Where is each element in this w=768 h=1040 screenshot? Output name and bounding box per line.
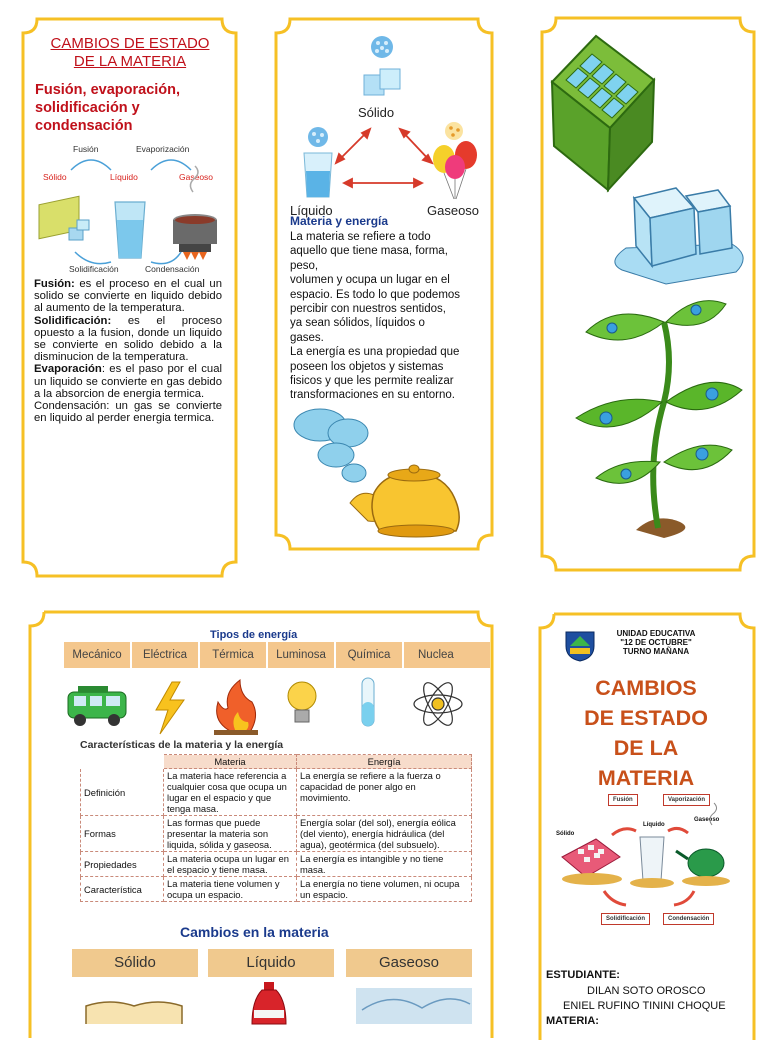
steam-cloud-icon: [294, 409, 368, 482]
ice-tray-icon: [552, 36, 654, 190]
energy-icons-row: [64, 672, 490, 738]
gas-label: Gaseoso: [179, 172, 214, 182]
panel-intro: [19, 15, 240, 580]
state-chip: Gaseoso: [346, 949, 472, 977]
solid-particles-icon: [371, 36, 393, 58]
changes-title: Cambios en la materia: [180, 924, 329, 940]
solidification-arrow: [75, 252, 111, 264]
test-tube-icon: [362, 678, 374, 726]
ice-cubes-icon: [364, 69, 400, 95]
text-line: peso,: [290, 259, 319, 272]
text-line: aquello que tiene masa, forma,: [290, 245, 448, 258]
table-cell: La energía no tiene volumen, ni ocupa un espacio.: [297, 877, 472, 902]
vaporization-box: Vaporización: [663, 794, 710, 806]
atom-icon: [414, 679, 462, 730]
water-glass-icon: [304, 153, 332, 197]
text-line: La energía es una propiedad que: [290, 346, 460, 359]
section-subtitle: Fusión, evaporación, solidificación y condensación: [35, 82, 181, 134]
brochure-title: CAMBIOS DE ESTADO DE LA MATERIA: [50, 35, 210, 70]
school-info: [592, 629, 720, 656]
state-change-diagram: [33, 140, 225, 275]
condensation-arrow: [151, 252, 181, 264]
states-triangle-diagram: [282, 31, 488, 217]
table-cell: Energía solar (del sol), energía eólica (del viento), energía hidráulica (del agua), geotérmica (del subsuelo).: [297, 816, 472, 852]
matter-energy-heading: Materia y energía: [290, 214, 389, 228]
matter-energy-text: [290, 230, 490, 403]
state-chip: Sólido: [72, 949, 198, 977]
illustrations-column: [546, 22, 751, 562]
characteristics-title: Características de la materia y la energía: [80, 739, 284, 751]
fusion-arrow: [71, 160, 111, 170]
states-images-row: [72, 980, 492, 1024]
table-cell: La materia tiene volumen y ocupa un espacio.: [164, 877, 297, 902]
energy-chip: Química: [336, 642, 402, 668]
lightning-icon: [156, 682, 184, 734]
cover-title-line: DE ESTADO: [584, 706, 708, 730]
table-row: [81, 816, 472, 852]
school-number: "12 DE OCTUBRE": [620, 638, 692, 647]
gas-particles-icon: [445, 122, 463, 140]
table-cell: Definición: [81, 769, 164, 816]
table-cell: Las formas que puede presentar la materia son liquida, sólida y gaseosa.: [164, 816, 297, 852]
definition-solidification: Solidificación: es el proceso opuesto a la fusion, donde un liquido se convierte en solido debido a la disminucion de la temperatura.: [34, 314, 222, 364]
energy-chip: Mecánico: [64, 642, 130, 668]
table-row: [81, 852, 472, 877]
text-line: fisicos y que les permite realizar: [290, 375, 454, 388]
cover-diagram: [548, 785, 746, 935]
school-name: UNIDAD EDUCATIVA: [616, 629, 696, 638]
fusion-box: Fusión: [608, 794, 638, 806]
panel-illustrations: [538, 14, 758, 574]
fusion-label: Fusión: [73, 144, 99, 154]
text-line: percibir con nuestros sentidos,: [290, 303, 446, 316]
definition-fusion: Fusión: es el proceso en el cual un solido se convierte en liquido debido al aumento de la temperatura.: [34, 278, 222, 315]
energy-chip: Luminosa: [268, 642, 334, 668]
table-cell: Propiedades: [81, 852, 164, 877]
teapot-icon: [676, 803, 730, 886]
panel-cover: [536, 610, 758, 1027]
triangle-gas-label: Gaseoso: [427, 203, 480, 218]
ice-cubes-icon: [615, 188, 743, 284]
text-line: espacio. Es todo lo que podemos: [290, 288, 461, 301]
lightbulb-icon: [288, 682, 316, 722]
condensation-label: Condensación: [145, 264, 200, 274]
solid-label: Sólido: [556, 831, 575, 837]
school-shift: TURNO MAÑANA: [622, 647, 690, 656]
liquid-label: Líquido: [643, 822, 665, 828]
solidification-box: Solidificación: [601, 913, 650, 925]
text-line: transformaciones en su entorno.: [290, 389, 455, 402]
student-name: ENIEL RUFINO TININI CHOQUE: [563, 1000, 726, 1012]
kettle-illustration: [288, 403, 468, 543]
milk-glass-icon: [630, 837, 674, 888]
subject-label: MATERIA:: [546, 1015, 599, 1027]
soda-bottle-icon: [252, 982, 286, 1024]
states-row: [72, 949, 492, 977]
definitions-text: [34, 278, 222, 424]
gas-label: Gaseoso: [694, 817, 720, 823]
table-cell: La energía se refiere a la fuerza o capacidad de poner algo en movimiento.: [297, 769, 472, 816]
table-header: Energía: [297, 755, 472, 769]
liquid-label: Líquido: [110, 172, 138, 182]
condensation-box: Condensación: [663, 913, 714, 925]
book-icon: [86, 1002, 182, 1024]
liquid-particles-icon: [308, 127, 328, 147]
panel-energy-table: [26, 608, 496, 1024]
table-cell: Formas: [81, 816, 164, 852]
text-line: poseen los objetos y sistemas: [290, 360, 444, 373]
evaporation-arrow: [151, 160, 191, 170]
cover-title: [546, 673, 746, 790]
triangle-solid-label: Sólido: [358, 105, 395, 120]
definition-condensation: Condensación: un gas se convierte en liquido al perder energia termica.: [34, 400, 222, 425]
solidification-label: Solidificación: [69, 264, 119, 274]
table-cell: Característica: [81, 877, 164, 902]
definition-evaporation: Evaporación: es el paso por el cual un liquido se convierte en gas debido a la absorcion de energia termica.: [34, 363, 222, 400]
kettle-icon: [350, 465, 459, 537]
text-line: volumen y ocupa un lugar en el: [290, 274, 450, 287]
state-chip: Líquido: [208, 949, 334, 977]
fire-icon: [214, 680, 258, 735]
ice-tray-icon: [562, 839, 622, 885]
table-header-row: [81, 755, 472, 769]
solid-label: Sólido: [43, 172, 67, 182]
triangle-arrows: [336, 129, 432, 187]
triangle-liquid-label: Líquido: [290, 203, 333, 218]
table-row: [81, 769, 472, 816]
table-header: [81, 755, 164, 769]
text-line: ya sean sólidos, líquidos o: [290, 317, 425, 330]
water-glass-icon: [115, 202, 145, 258]
student-label: ESTUDIANTE:: [546, 969, 620, 981]
energy-types-row: [64, 642, 490, 668]
energy-types-title: Tipos de energía: [210, 629, 298, 641]
table-cell: La energía es intangible y no tiene masa.: [297, 852, 472, 877]
student-name: DILAN SOTO OROSCO: [587, 985, 706, 997]
balloons-icon: [433, 141, 477, 199]
cover-title-line: CAMBIOS: [595, 676, 697, 700]
table-cell: La materia hace referencia a cualquier cosa que ocupa un lugar en el espacio y que tenga masa.: [164, 769, 297, 816]
energy-chip: Eléctrica: [132, 642, 198, 668]
plant-with-drops-icon: [576, 301, 742, 538]
table-row: [81, 877, 472, 902]
table-cell: La materia ocupa un lugar en el espacio y tiene masa.: [164, 852, 297, 877]
table-header: Materia: [164, 755, 297, 769]
evaporation-label: Evaporización: [136, 144, 190, 154]
water-map-icon: [356, 988, 472, 1024]
energy-chip: Térmica: [200, 642, 266, 668]
characteristics-table: [80, 754, 472, 902]
text-line: gases.: [290, 331, 324, 344]
energy-chip: Nuclea: [404, 642, 490, 668]
cover-title-line: DE LA: [613, 736, 679, 760]
cover-title-line: MATERIA: [597, 766, 695, 790]
text-line: La materia se refiere a todo: [290, 231, 431, 243]
panel-matter-energy: [272, 15, 496, 553]
ice-tray-icon: [39, 196, 89, 240]
van-icon: [68, 686, 126, 726]
